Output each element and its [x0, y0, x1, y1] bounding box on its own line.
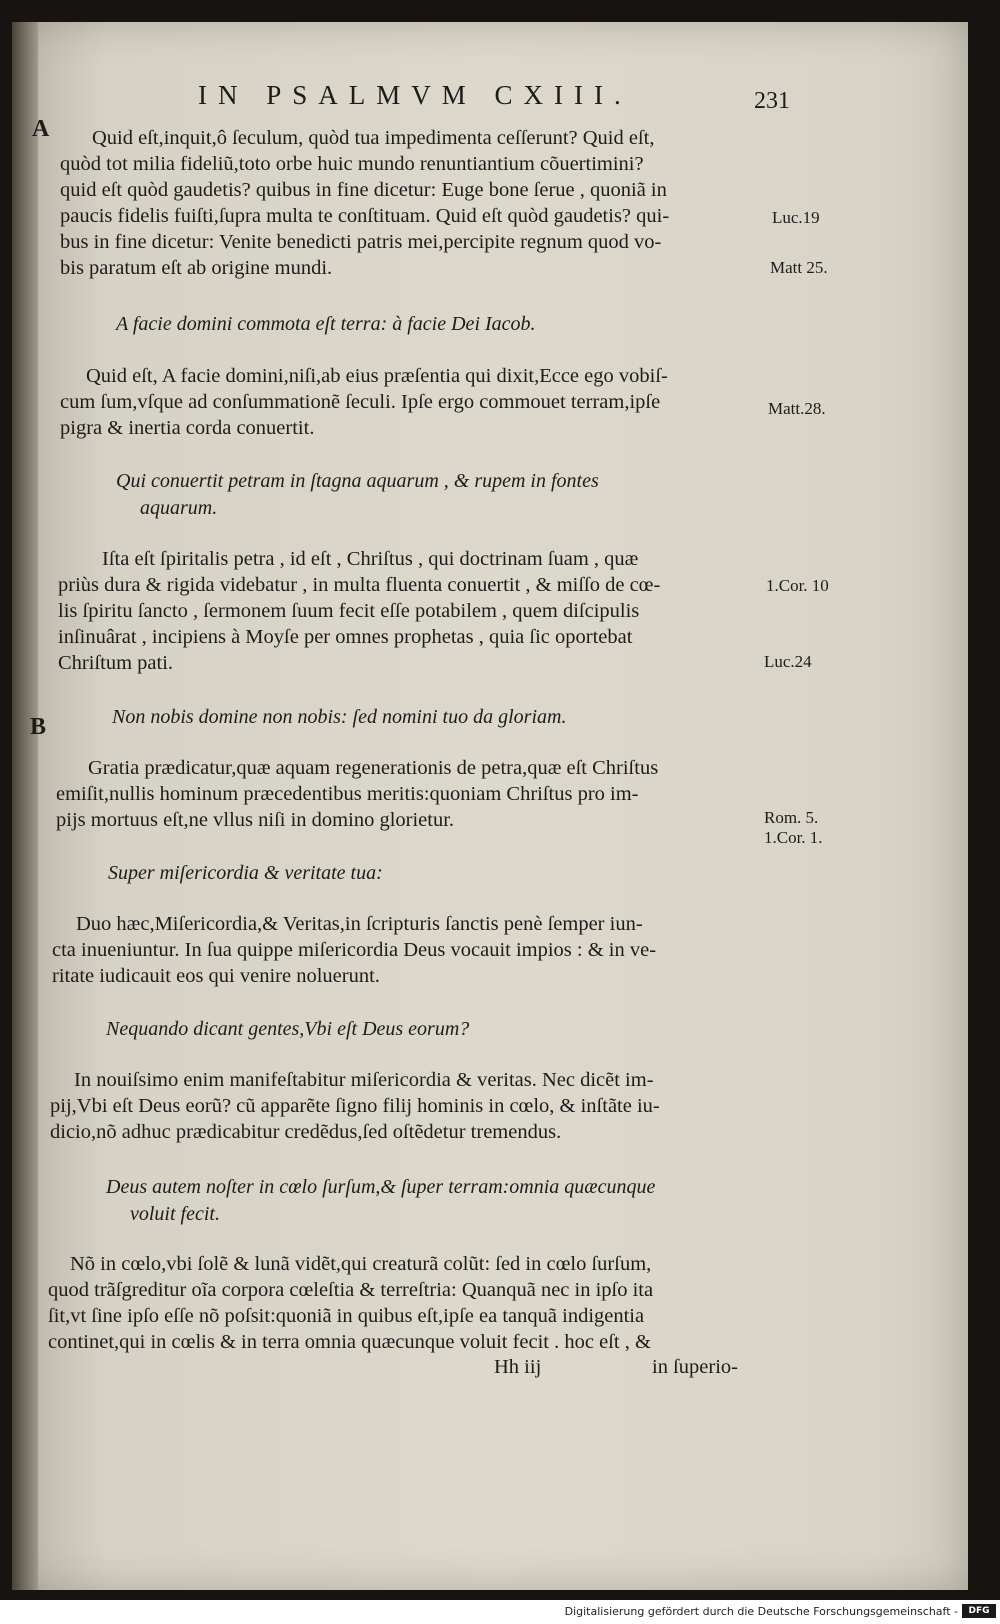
footer-credit: Digitalisierung gefördert durch die Deutsche Forschungsgemeinschaft -: [564, 1605, 958, 1618]
verse-line: A facie domini commota eſt terra: à facie Dei Iacob.: [116, 313, 536, 335]
text-line: pijs mortuus eſt,ne vllus niſi in domino glorietur.: [56, 809, 455, 831]
text-line: Gratia prædicatur,quæ aquam regenerationis de petra,quæ eſt Chriſtus: [88, 757, 659, 779]
marginal-reference: Matt 25.: [770, 258, 828, 277]
marginal-reference: 1.Cor. 1.: [764, 828, 823, 847]
text-line: Chriſtum pati.: [58, 652, 174, 674]
text-line: Quid eſt,inquit,ô ſeculum, quòd tua impedimenta ceſſerunt? Quid eſt,: [92, 127, 655, 149]
text-line: cum ſum,vſque ad conſummationẽ ſeculi. Ipſe ergo commouet terram,ipſe: [60, 391, 661, 413]
text-line: ſit,vt ſine ipſo eſſe nõ poſsit:quoniã in quibus eſt,ipſe ea tanquã indigentia: [48, 1305, 645, 1327]
text-line: ritate iudicauit eos qui venire noluerunt.: [52, 965, 380, 987]
verse-line: Deus autem noſter in cœlo ſurſum,& ſuper terram:omnia quæcunque: [106, 1176, 656, 1198]
text-line: Quid eſt, A facie domini,niſi,ab eius præſentia qui dixit,Ecce ego vobiſ-: [86, 365, 668, 387]
text-line: cta inueniuntur. In ſua quippe miſericordia Deus vocauit impios : & in ve-: [52, 939, 657, 961]
text-line: lis ſpiritu ſancto , ſermonem ſuum fecit eſſe potabilem , quem diſcipulis: [58, 600, 640, 622]
text-line: Nõ in cœlo,vbi ſolẽ & lunã vidẽt,qui creaturã colũt: ſed in cœlo ſurſum,: [70, 1253, 652, 1275]
text-line: Duo hæc,Miſericordia,& Veritas,in ſcripturis ſanctis penè ſemper iun-: [76, 913, 643, 935]
digitization-footer: [0, 1600, 1000, 1624]
text-line: inſinuârat , incipiens à Moyſe per omnes prophetas , quia ſic oportebat: [58, 626, 633, 648]
verse-line: aquarum.: [140, 497, 218, 519]
text-line: dicio,nõ adhuc prædicabitur credẽdus,ſed oſtẽdetur tremendus.: [50, 1121, 562, 1143]
text-line: emiſit,nullis hominum præcedentibus meritis:quoniam Chriſtus pro im-: [56, 783, 639, 805]
signature-mark: Hh iij: [494, 1356, 542, 1378]
text-line: Iſta eſt ſpiritalis petra , id eſt , Chriſtus , qui doctrinam ſuam , quæ: [102, 548, 639, 570]
text-line: In nouiſsimo enim manifeſtabitur miſericordia & veritas. Nec dicẽt im-: [74, 1069, 654, 1091]
catchword: in ſuperio-: [652, 1356, 738, 1378]
marginal-reference: Matt.28.: [768, 399, 826, 418]
verse-line: voluit fecit.: [130, 1203, 220, 1225]
section-mark-b: B: [30, 714, 47, 740]
section-mark-a: A: [32, 116, 50, 142]
text-line: bus in fine dicetur: Venite benedicti patris mei,percipite regnum quod vo-: [60, 231, 662, 253]
text-line: bis paratum eſt ab origine mundi.: [60, 257, 333, 279]
text-line: priùs dura & rigida videbatur , in multa fluenta conuertit , & miſſo de cœ-: [58, 574, 661, 596]
text-line: paucis fidelis fuiſti,ſupra multa te conſtituam. Quid eſt quòd gaudetis? qui-: [60, 205, 670, 227]
folio-number: 231: [754, 88, 790, 114]
marginal-reference: 1.Cor. 10: [766, 576, 829, 595]
text-line: pigra & inertia corda conuertit.: [60, 417, 315, 439]
marginal-reference: Rom. 5.: [764, 808, 819, 827]
verse-line: Nequando dicant gentes,Vbi eſt Deus eorum?: [106, 1018, 470, 1040]
text-line: quòd tot milia fideliũ,toto orbe huic mundo renuntiantium cõuertimini?: [60, 153, 644, 175]
marginal-reference: Luc.24: [764, 652, 812, 671]
verse-line: Qui conuertit petram in ſtagna aquarum , & rupem in fontes: [116, 470, 599, 492]
text-line: quid eſt quòd gaudetis? quibus in fine dicetur: Euge bone ſerue , quoniã in: [60, 179, 667, 201]
text-line: quod trãſgreditur oĩa corpora cœleſtia & terreſtria: Quanquã nec in ipſo ita: [48, 1279, 654, 1301]
text-line: pij,Vbi eſt Deus eorũ? cũ apparẽte ſigno filij hominis in cœlo, & inſtãte iu-: [50, 1095, 660, 1117]
verse-line: Super miſericordia & veritate tua:: [108, 862, 383, 884]
book-page: [12, 22, 968, 1590]
marginal-reference: Luc.19: [772, 208, 820, 227]
verse-line: Non nobis domine non nobis: ſed nomini tuo da gloriam.: [112, 706, 567, 728]
page-gutter: [12, 22, 38, 1590]
dfg-logo-icon: DFG: [962, 1604, 996, 1618]
text-line: continet,qui in cœlis & in terra omnia quæcunque voluit fecit . hoc eſt , &: [48, 1331, 651, 1353]
running-title: IN PSALMVM CXIII.: [198, 80, 632, 110]
